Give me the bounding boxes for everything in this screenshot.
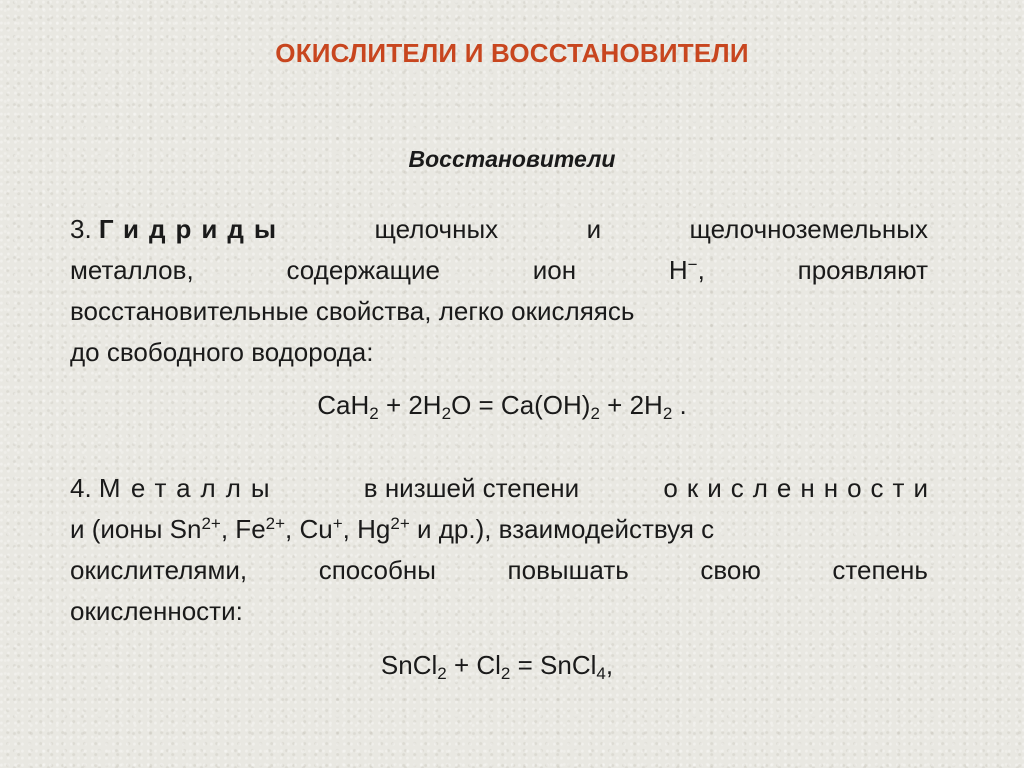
eq-text: , [605,650,614,680]
ion-charge: 2+ [265,514,286,533]
item-4-paragraph [70,468,937,632]
section-subtitle: Восстановители [408,146,616,172]
eq-subscript: 2 [662,404,673,423]
eq-subscript: 2 [369,404,379,423]
eq-text: . [672,390,687,420]
item-4-line-4: окисленности: [70,596,243,626]
hydride-ion [669,250,705,291]
item-3-line-3: восстановительные свойства, легко окисляясь [70,296,635,326]
eq-subscript: 2 [437,664,447,683]
ion-text: , Cu [285,514,333,544]
item-3-word: ион [532,255,577,285]
item-4-heading [70,468,280,509]
eq-subscript: 2 [441,404,452,423]
item-3-word: щелочных [374,214,499,244]
item-4-term-2: окисленности [663,473,937,503]
ion-comma: , [697,255,705,285]
ion-symbol: H [668,255,688,285]
eq-subscript: 2 [500,664,511,683]
item-3-line-1 [70,209,928,250]
item-4-word: свою [700,555,761,585]
ion-charge: − [687,255,698,274]
item-4-term: Металлы [98,473,280,503]
item-4-word: окислителями, [70,555,248,585]
eq-subscript: 4 [596,664,606,683]
eq-text: SnCl [380,650,438,680]
ion-text: и др.), взаимодействуя с [409,514,715,544]
item-3-word: и [586,214,602,244]
item-4-number: 4. [70,473,92,503]
item-4-text: в низшей степени [363,473,580,503]
item-4-line-3 [70,550,928,591]
item-3-term: Гидриды [98,214,287,244]
item-4-word: повышать [507,555,629,585]
ion-charge: 2+ [201,514,221,533]
ion-text: , Fe [220,514,266,544]
eq-text: + 2H [599,390,663,420]
item-3-word: содержащие [286,255,440,285]
ion-charge: 2+ [390,514,410,533]
eq-text: O = Ca(OH) [451,390,591,420]
item-3-word: щелочноземельных [689,214,928,244]
eq-text: + Cl [446,650,501,680]
ions-list [70,509,714,550]
item-3-word: проявляют [797,255,928,285]
equation-sncl2 [0,650,1009,681]
item-4-word: способны [318,555,436,585]
eq-text: CaH [317,390,370,420]
slide-title: ОКИСЛИТЕЛИ И ВОССТАНОВИТЕЛИ [275,38,749,68]
ion-text: и (ионы Sn [70,514,202,544]
item-4-line-1 [70,468,937,509]
ion-text: , Hg [342,514,391,544]
item-3-line-2 [70,250,928,291]
ion-charge: + [332,514,343,533]
item-4-word: степень [832,555,928,585]
item-3-heading [70,209,286,250]
item-3-line-4: до свободного водорода: [70,337,374,367]
item-4-line-2 [70,509,928,550]
eq-text: + 2H [378,390,442,420]
equation-cah2 [0,390,1014,421]
item-3-number: 3. [70,214,92,244]
eq-subscript: 2 [590,404,600,423]
item-3-word: металлов, [70,255,194,285]
eq-text: = SnCl [510,650,597,680]
item-3-paragraph [70,209,928,373]
